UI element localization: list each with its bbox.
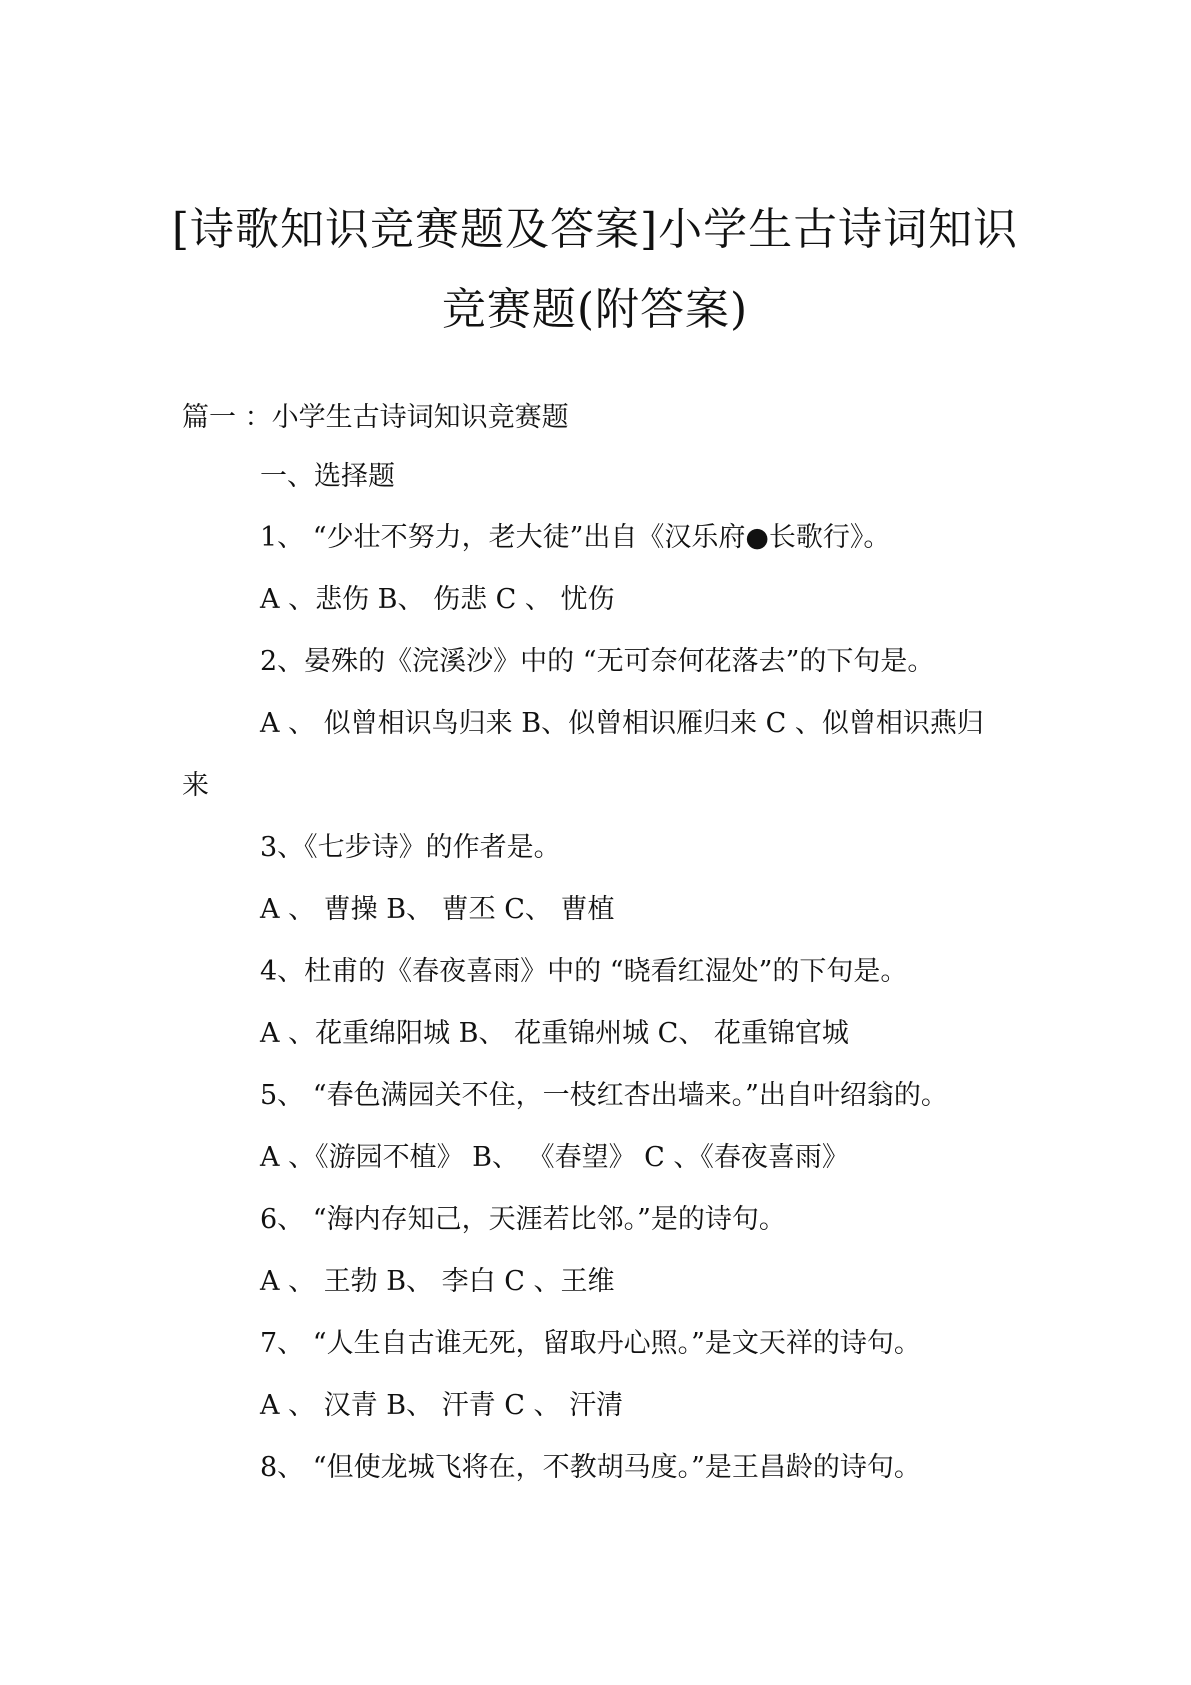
question-6: 6、 “海内存知己，天涯若比邻。”是的诗句。 — [260, 1204, 786, 1235]
question-8: 8、 “但使龙城飞将在，不教胡马度。”是王昌龄的诗句。 — [260, 1452, 921, 1483]
document-title-line-2: 竞赛题(附答案) — [441, 284, 749, 335]
question-1-options: A 、悲伤 B、 伤悲 C 、 忧伤 — [260, 584, 615, 615]
section-heading: 篇一 ：小学生古诗词知识竞赛题 — [182, 402, 569, 433]
question-2-options-continued: 来 — [182, 770, 209, 801]
subsection-heading: 一、选择题 — [260, 461, 395, 492]
question-2: 2、晏殊的《浣溪沙》中的 “无可奈何花落去”的下句是。 — [260, 646, 935, 677]
question-4: 4、杜甫的《春夜喜雨》中的 “晓看红湿处”的下句是。 — [260, 956, 908, 987]
question-4-options: A 、花重绵阳城 B、 花重锦州城 C、 花重锦官城 — [260, 1018, 849, 1049]
document-title-line-1: [诗歌知识竞赛题及答案]小学生古诗词知识 — [171, 204, 1019, 255]
question-5-options: A 、《游园不植》 B、 《春望》 C 、《春夜喜雨》 — [260, 1142, 849, 1173]
question-7-options: A 、 汉青 B、 汗青 C 、 汗清 — [260, 1390, 624, 1421]
question-6-options: A 、 王勃 B、 李白 C 、王维 — [260, 1266, 615, 1297]
question-3-options: A 、 曹操 B、 曹丕 C、 曹植 — [260, 894, 615, 925]
question-1: 1、 “少壮不努力，老大徒”出自《汉乐府●长歌行》。 — [260, 522, 891, 553]
question-7: 7、 “人生自古谁无死，留取丹心照。”是文天祥的诗句。 — [260, 1328, 921, 1359]
question-5: 5、 “春色满园关不住，一枝红杏出墙来。”出自叶绍翁的。 — [260, 1080, 948, 1111]
question-2-options: A 、 似曾相识鸟归来 B、似曾相识雁归来 C 、似曾相识燕归 — [260, 708, 984, 739]
question-3: 3、《七步诗》的作者是。 — [260, 832, 561, 863]
